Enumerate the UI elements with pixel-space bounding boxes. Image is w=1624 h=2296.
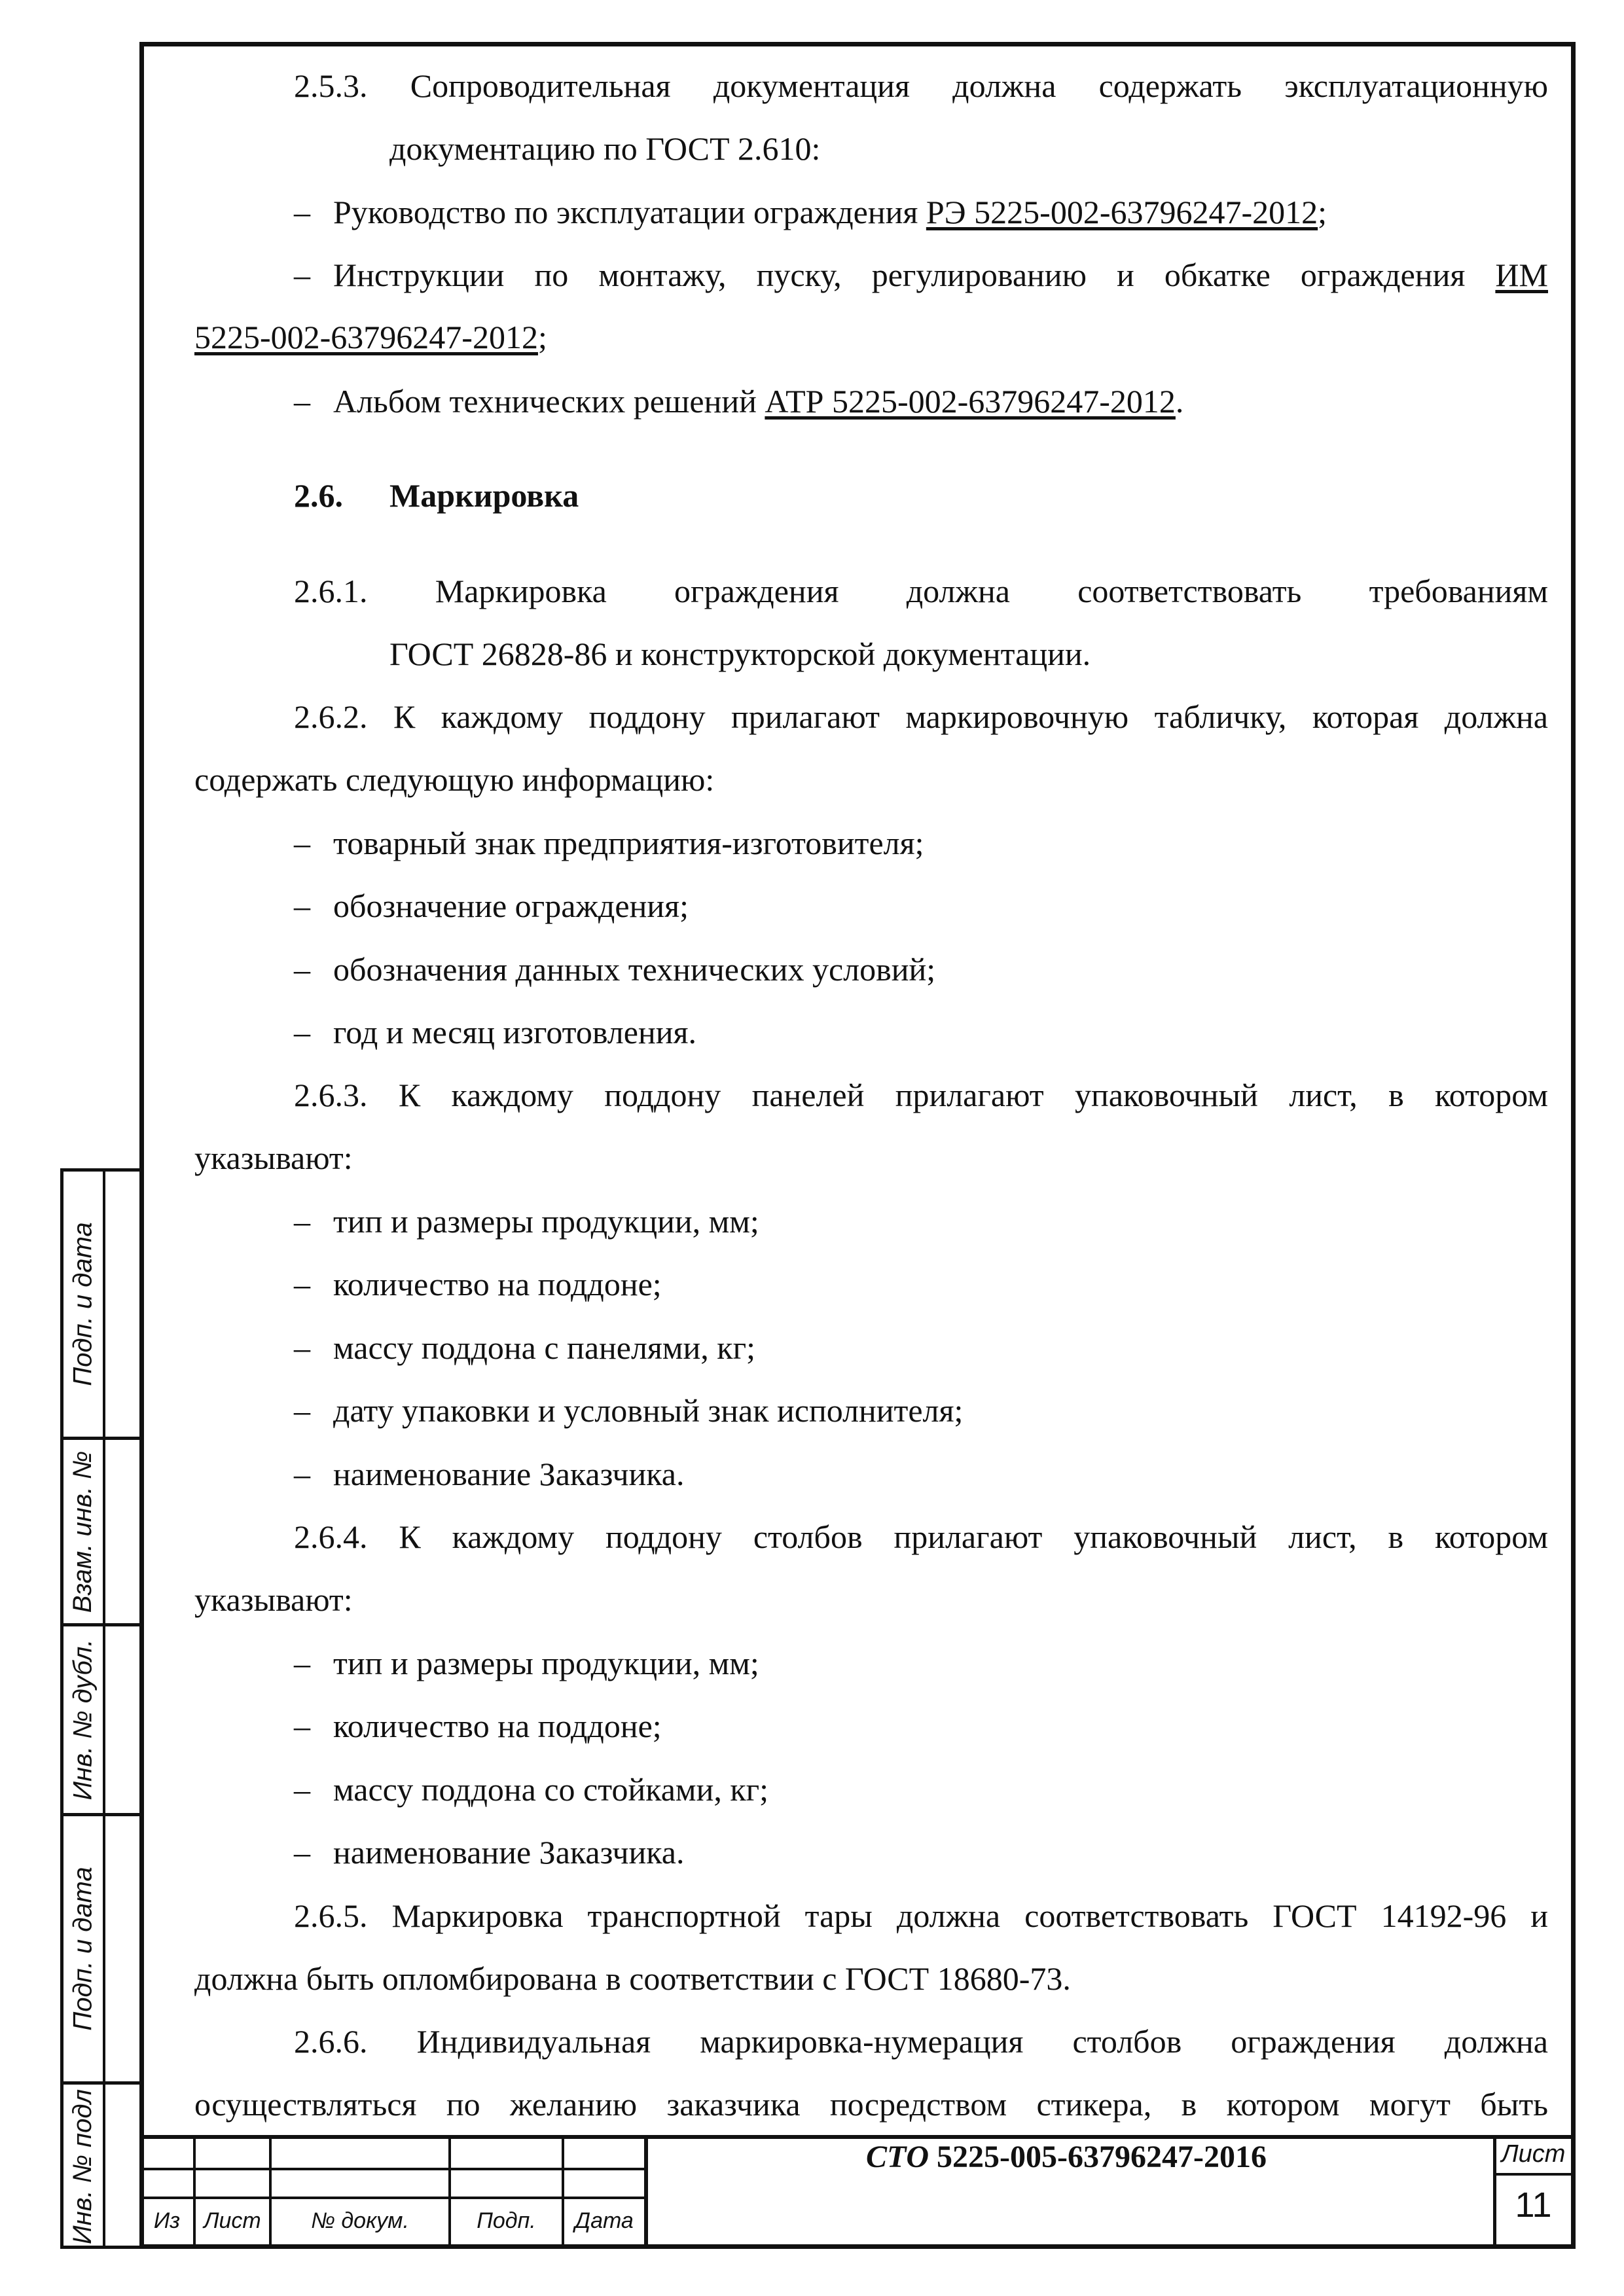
list-text: количество на поддоне; <box>333 1266 662 1302</box>
para-text: Маркировка ограждения должна соответствовать требованиям <box>435 573 1548 609</box>
list-text: товарный знак предприятия-изготовителя; <box>333 825 924 861</box>
para-2-6-5-line2: должна быть опломбирована в соответствии с ГОСТ 18680-73. <box>194 1960 1071 1997</box>
para-2-6-4-line1: 2.6.4. К каждому поддону столбов прилагают упаковочный лист, в котором <box>294 1518 1548 1555</box>
col-label-list: Лист <box>204 2208 261 2233</box>
title-block-row-line <box>139 2168 647 2170</box>
list-item <box>294 196 1548 228</box>
para-2-5-3-line1 <box>294 69 1548 102</box>
list-item <box>294 1331 1624 1364</box>
dash: – <box>294 1456 310 1492</box>
para-number: 2.5.3. <box>294 67 368 104</box>
doc-reference: РЭ 5225-002-63796247-2012 <box>926 194 1318 230</box>
dash: – <box>294 1203 310 1240</box>
dash: – <box>294 1329 310 1366</box>
dash: – <box>294 1014 310 1050</box>
dash: – <box>294 1645 310 1681</box>
side-stamp <box>60 1168 144 2249</box>
list-item <box>294 1710 1624 1742</box>
para-2-6-3-line1: 2.6.3. К каждому поддону панелей прилагают упаковочный лист, в котором <box>294 1077 1548 1113</box>
list-item <box>294 953 1624 986</box>
list-item <box>294 1458 1624 1490</box>
dash: – <box>294 383 310 420</box>
list-text: массу поддона со стойками, кг; <box>333 1771 769 1808</box>
side-label: Взам. инв. № <box>68 1450 98 1613</box>
dash: – <box>294 194 310 230</box>
col-label-podp: Подп. <box>477 2208 536 2233</box>
side-label: Инв. № подл <box>68 2089 98 2245</box>
side-cell-podp-data-1 <box>63 1172 144 1440</box>
dash: – <box>294 1771 310 1808</box>
section-title: Маркировка <box>389 477 579 514</box>
list-item <box>294 1773 1624 1806</box>
dash: – <box>294 1708 310 1744</box>
doc-reference: 5225-002-63796247-2012 <box>194 319 538 355</box>
side-label: Подп. и дата <box>68 1222 98 1386</box>
title-block-row-line <box>139 2197 647 2199</box>
para-2-6-6-line2: осуществляться по желанию заказчика посредством стикера, в котором могут быть <box>194 2086 1548 2123</box>
side-label: Инв. № дубл. <box>68 1639 98 1801</box>
punct: ; <box>1318 194 1327 230</box>
dash: – <box>294 951 310 988</box>
list-text: год и месяц изготовления. <box>333 1014 696 1050</box>
list-text: Инструкции по монтажу, пуску, регулированию и обкатке ограждения <box>333 257 1496 293</box>
para-2-6-2-line2: содержать следующую информацию: <box>194 761 715 798</box>
dash: – <box>294 1266 310 1302</box>
list-item <box>294 1268 1624 1300</box>
para-2-6-1-line2: ГОСТ 26828-86 и конструкторской документации. <box>389 636 1091 672</box>
doc-reference: АТР 5225-002-63796247-2012 <box>765 383 1176 420</box>
side-cell-inv-dubl <box>63 1626 144 1816</box>
list-item <box>294 1836 1624 1869</box>
para-2-5-3-line2: документацию по ГОСТ 2.610: <box>389 130 821 167</box>
list-text: обозначение ограждения; <box>333 888 689 924</box>
dash: – <box>294 1392 310 1429</box>
list-item-continuation <box>194 321 1548 353</box>
list-text: количество на поддоне; <box>333 1708 662 1744</box>
document-code <box>647 2139 1485 2175</box>
dash: – <box>294 825 310 861</box>
list-text: массу поддона с панелями, кг; <box>333 1329 755 1366</box>
list-item <box>294 1394 1624 1427</box>
list-text: наименование Заказчика. <box>333 1456 685 1492</box>
section-number: 2.6. <box>294 477 343 514</box>
list-item <box>294 1647 1624 1679</box>
list-text: Руководство по эксплуатации ограждения <box>333 194 926 230</box>
list-item <box>294 827 1624 859</box>
side-cell-inv-podl <box>63 2085 144 2249</box>
para-text: Сопроводительная документация должна содержать эксплуатационную <box>410 67 1548 104</box>
list-text: Альбом технических решений <box>333 383 765 420</box>
para-2-6-5-line1: 2.6.5. Маркировка транспортной тары должна соответствовать ГОСТ 14192-96 и <box>294 1897 1548 1934</box>
list-text: наименование Заказчика. <box>333 1834 685 1871</box>
doc-reference: ИМ <box>1495 257 1548 293</box>
para-number: 2.6.1. <box>294 573 368 609</box>
para-2-6-3-line2: указывают: <box>194 1139 353 1176</box>
list-item <box>294 1205 1624 1238</box>
sheet-number: 11 <box>1515 2185 1552 2225</box>
dash: – <box>294 888 310 924</box>
list-item <box>294 385 1548 418</box>
dash: – <box>294 1834 310 1871</box>
side-label: Подп. и дата <box>68 1867 98 2031</box>
punct: ; <box>537 319 547 355</box>
list-item <box>294 259 1548 291</box>
code-prefix: СТО <box>866 2140 929 2174</box>
list-item <box>294 1016 1624 1049</box>
sheet-label: Лист <box>1501 2140 1566 2168</box>
list-text: обозначения данных технических условий; <box>333 951 936 988</box>
code-number: 5225-005-63796247-2016 <box>929 2140 1267 2174</box>
list-text: дату упаковки и условный знак исполнителя; <box>333 1392 964 1429</box>
side-cell-podp-data-2 <box>63 1816 144 2085</box>
punct: . <box>1175 383 1184 420</box>
para-2-6-2-line1: 2.6.2. К каждому поддону прилагают маркировочную табличку, которая должна <box>294 698 1548 735</box>
para-2-6-6-line1: 2.6.6. Индивидуальная маркировка-нумерация столбов ограждения должна <box>294 2023 1548 2060</box>
para-2-6-4-line2: указывают: <box>194 1581 353 1618</box>
para-2-6-1-line1 <box>294 575 1548 607</box>
list-text: тип и размеры продукции, мм; <box>333 1645 759 1681</box>
list-text: тип и размеры продукции, мм; <box>333 1203 759 1240</box>
title-block-row-line <box>1494 2173 1576 2176</box>
list-item <box>294 889 1624 922</box>
side-cell-vzam-inv <box>63 1440 144 1626</box>
col-label-data: Дата <box>575 2208 634 2233</box>
col-label-docum: № докум. <box>311 2208 409 2233</box>
dash: – <box>294 257 310 293</box>
col-label-iz: Из <box>153 2208 181 2233</box>
